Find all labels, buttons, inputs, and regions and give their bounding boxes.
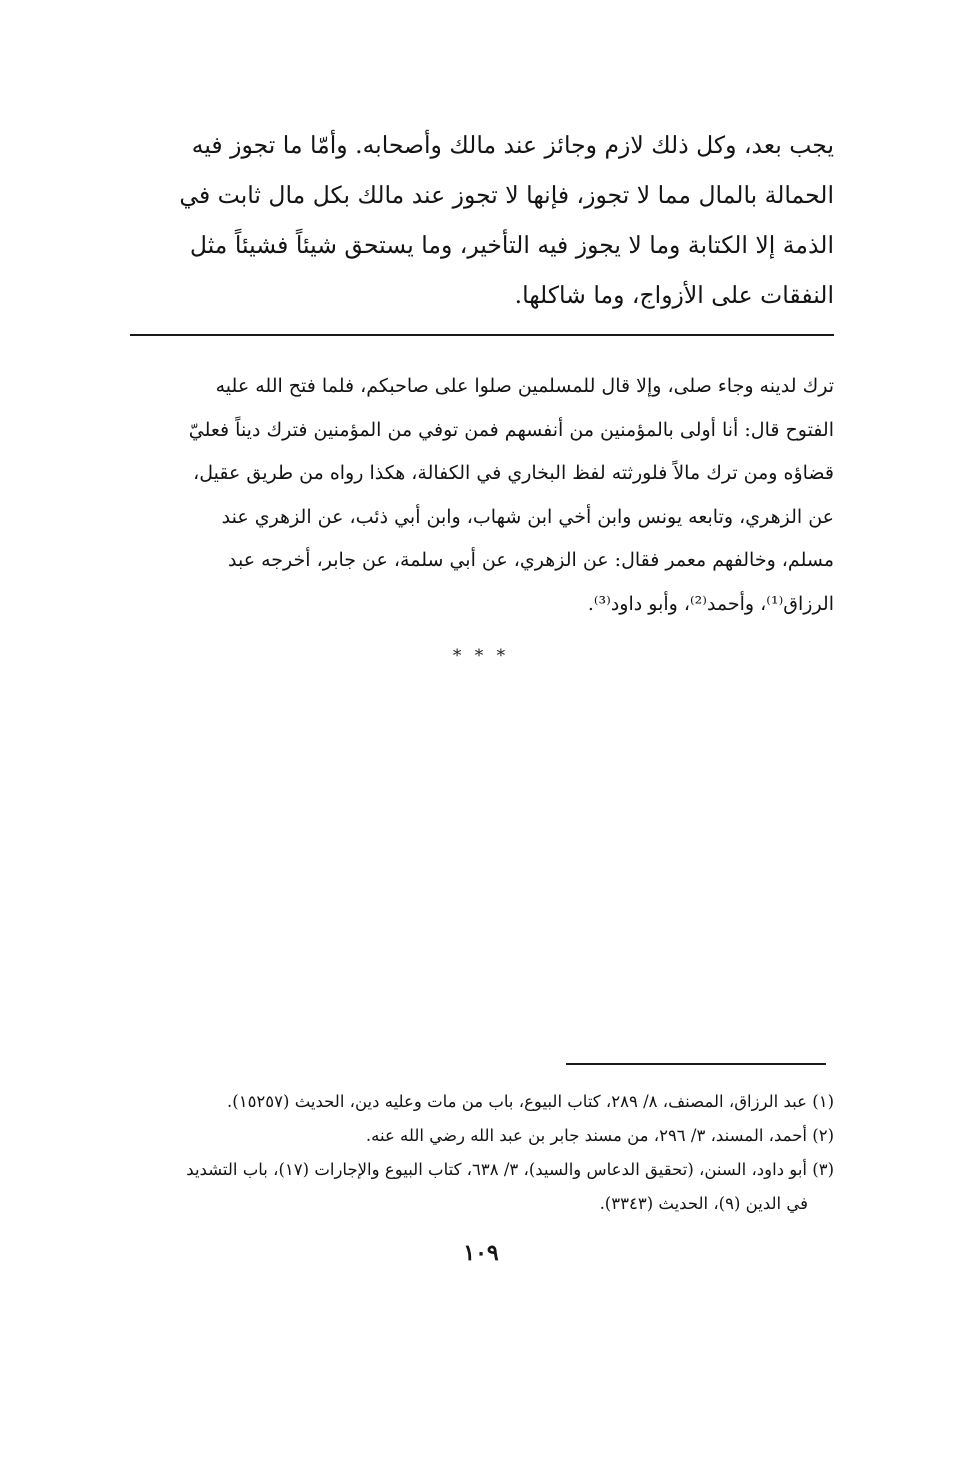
main-paragraph: [124, 120, 834, 320]
footnote-divider: [566, 1063, 826, 1065]
continued-note-line: عن الزهري، وتابعه يونس وابن أخي ابن شهاب، وابن أبي ذئب، عن الزهري عند: [221, 505, 834, 528]
continued-note-line: الرزاق⁽¹⁾، وأحمد⁽²⁾، وأبو داود⁽³⁾.: [587, 592, 834, 615]
main-text-line: يجب بعد، وكل ذلك لازم وجائز عند مالك وأصحابه. وأمّا ما تجوز فيه: [191, 131, 834, 159]
section-separator: * * *: [452, 646, 510, 666]
footnote-1: (١) عبد الرزاق، المصنف، ٨/ ٢٨٩، كتاب البيوع، باب من مات وعليه دين، الحديث (١٥٢٥٧).: [227, 1092, 834, 1111]
main-text-line: الذمة إلا الكتابة وما لا يجوز فيه التأخير، وما يستحق شيئاً فشيئاً مثل: [189, 231, 834, 259]
main-divider: [130, 334, 834, 336]
continued-note-line: قضاؤه ومن ترك مالاً فلورثته لفظ البخاري في الكفالة، هكذا رواه من طريق عقيل،: [193, 462, 834, 484]
continued-note-line: مسلم، وخالفهم معمر فقال: عن الزهري، عن أبي سلمة، عن جابر، أخرجه عبد: [228, 549, 834, 571]
footnote-3: (٣) أبو داود، السنن، (تحقيق الدعاس والسيد)، ٣/ ٦٣٨، كتاب البيوع والإجارات (١٧)، باب التشديد: [186, 1160, 834, 1179]
main-text-line: الحمالة بالمال مما لا تجوز، فإنها لا تجوز عند مالك بكل مال ثابت في: [179, 181, 834, 209]
page-number: ١٠٩: [463, 1240, 499, 1266]
footnotes: [114, 1085, 834, 1221]
continued-footnote-block: [126, 365, 834, 626]
continued-note-line: الفتوح قال: أنا أولى بالمؤمنين من أنفسهم فمن توفي من المؤمنين فترك ديناً فعليّ: [188, 418, 834, 441]
continued-note-line: ترك لدينه وجاء صلى، وإلا قال للمسلمين صلوا على صاحبكم، فلما فتح الله عليه: [215, 375, 834, 397]
main-text-line: النفقات على الأزواج، وما شاكلها.: [514, 281, 834, 309]
footnote-2: (٢) أحمد، المسند، ٣/ ٢٩٦، من مسند جابر بن عبد الله رضي الله عنه.: [365, 1126, 834, 1145]
footnote-3-continuation: في الدين (٩)، الحديث (٣٣٤٣).: [599, 1194, 808, 1213]
